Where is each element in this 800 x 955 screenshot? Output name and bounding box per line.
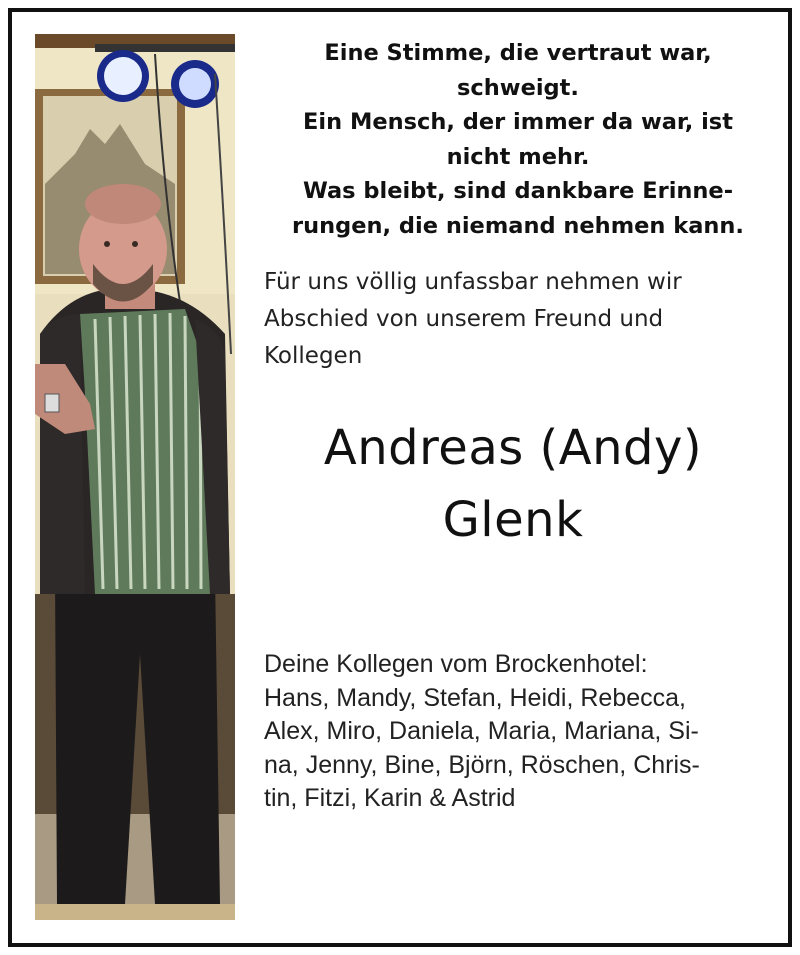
- deceased-name-line2: Glenk: [442, 492, 584, 548]
- colleagues-line: tin, Fitzi, Karin & Astrid: [264, 784, 516, 812]
- memorial-poem: [262, 36, 774, 243]
- poem-line: Eine Stimme, die vertraut war,: [324, 40, 712, 66]
- farewell-intro: [264, 264, 784, 375]
- intro-line: Für uns völlig unfassbar nehmen wir: [264, 269, 682, 295]
- colleagues-line: Deine Kollegen vom Brockenhotel:: [264, 650, 648, 678]
- intro-line: Kollegen: [264, 343, 363, 369]
- poem-line: Was bleibt, sind dankbare Erinne-: [302, 178, 734, 204]
- colleagues-line: Alex, Miro, Daniela, Maria, Mariana, Si-: [264, 717, 699, 745]
- colleagues-line: Hans, Mandy, Stefan, Heidi, Rebecca,: [264, 683, 686, 712]
- colleagues-signature: [264, 648, 784, 816]
- poem-line: nicht mehr.: [446, 143, 590, 170]
- poem-line: Ein Mensch, der immer da war, ist: [303, 109, 733, 135]
- portrait-illustration: [35, 34, 235, 920]
- portrait-photo: [35, 34, 235, 920]
- deceased-name: [250, 412, 776, 556]
- poem-line: schweigt.: [457, 74, 579, 101]
- intro-line: Abschied von unserem Freund und: [264, 306, 664, 332]
- colleagues-line: na, Jenny, Bine, Björn, Röschen, Chris-: [264, 750, 700, 779]
- deceased-name-line1: Andreas (Andy): [323, 420, 703, 476]
- poem-line: rungen, die niemand nehmen kann.: [292, 212, 744, 239]
